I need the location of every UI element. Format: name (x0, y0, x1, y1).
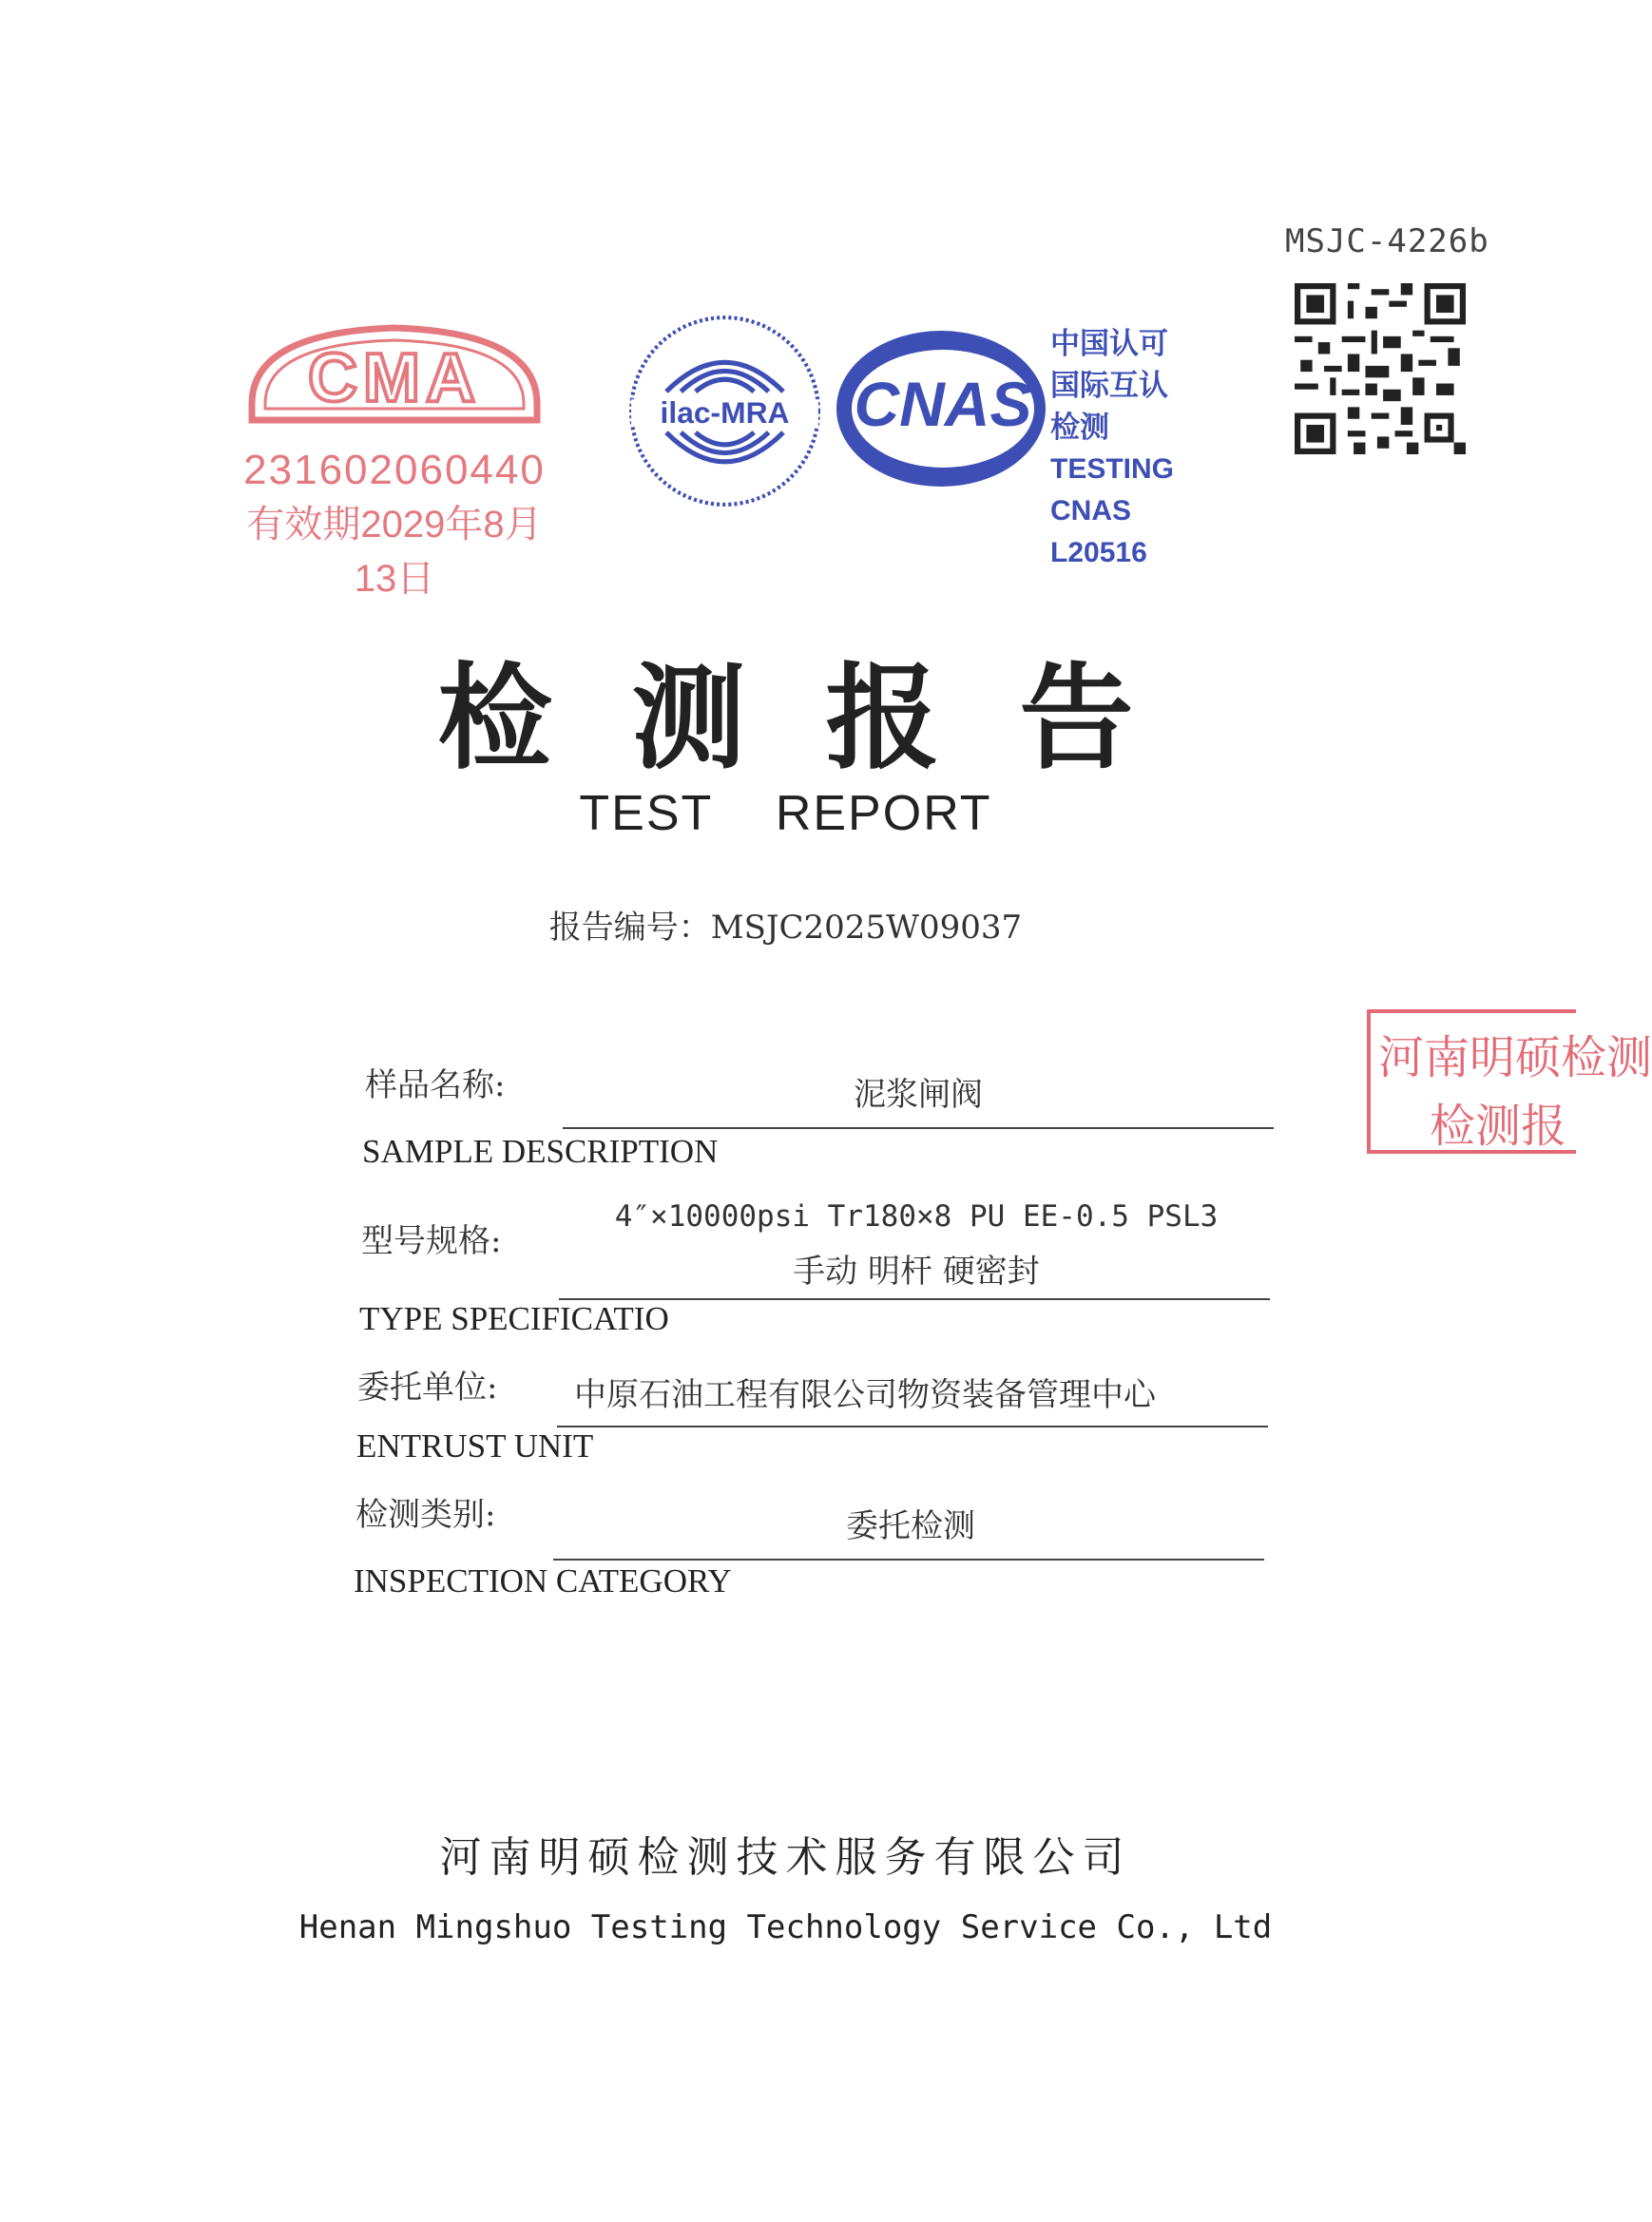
entrust-label-en: ENTRUST UNIT (356, 1427, 594, 1465)
cma-validity: 有效期2029年8月13日 (246, 504, 543, 600)
qr-code-icon (1295, 283, 1466, 454)
category-underline (553, 1559, 1264, 1561)
company-seal-stamp (1367, 1009, 1652, 1154)
sample-underline (563, 1127, 1274, 1129)
company-name-en: Henan Mingshuo Testing Technology Service Co., Ltd (298, 1908, 1273, 1946)
type-value-line1: 4″×10000psi Tr180×8 PU EE-0.5 PSL3 (614, 1199, 1219, 1234)
seal-line2: 检测报 (1430, 1100, 1567, 1153)
seal-line1: 河南明硕检测 (1378, 1031, 1652, 1084)
cma-logo-icon (242, 314, 547, 447)
type-label-cn: 型号规格: (361, 1222, 502, 1260)
svg-text:CMA: CMA (308, 340, 481, 416)
cnas-cn-line3: 检测 (1050, 411, 1109, 444)
svg-text:ilac-MRA: ilac-MRA (660, 394, 790, 430)
report-title-en: TEST REPORT (579, 786, 992, 841)
cnas-logo-icon (827, 323, 1055, 494)
category-label-en: INSPECTION CATEGORY (354, 1562, 732, 1599)
cnas-en-line2: CNAS L20516 (1050, 495, 1147, 568)
svg-text:CNAS: CNAS (854, 369, 1032, 439)
sample-value: 泥浆闸阀 (854, 1076, 983, 1114)
ilac-mra-logo-icon (627, 314, 822, 508)
category-label-cn: 检测类别: (355, 1496, 496, 1534)
entrust-label-cn: 委托单位: (357, 1369, 498, 1407)
report-title-cn: 检测报告 (437, 651, 1214, 785)
entrust-value: 中原石油工程有限公司物资装备管理中心 (574, 1376, 1156, 1414)
type-label-en: TYPE SPECIFICATIO (359, 1300, 669, 1337)
document-code: MSJC-4226b (1285, 222, 1489, 260)
cnas-cn-line2: 国际互认 (1050, 369, 1168, 402)
cma-number: 231602060440 (243, 447, 546, 493)
sample-label-cn: 样品名称: (365, 1066, 506, 1104)
type-value-line2: 手动 明杆 硬密封 (793, 1253, 1040, 1291)
company-name-cn: 河南明硕检测技术服务有限公司 (439, 1833, 1132, 1882)
entrust-underline (557, 1426, 1268, 1427)
sample-label-en: SAMPLE DESCRIPTION (362, 1133, 719, 1170)
cnas-cn-line1: 中国认可 (1050, 327, 1168, 360)
cnas-text-block (1050, 323, 1212, 574)
cnas-en-line1: TESTING (1050, 453, 1175, 485)
category-value: 委托检测 (846, 1507, 975, 1545)
cma-certification-stamp (242, 314, 547, 600)
report-number: 报告编号：MSJC2025W09037 (548, 909, 1023, 947)
